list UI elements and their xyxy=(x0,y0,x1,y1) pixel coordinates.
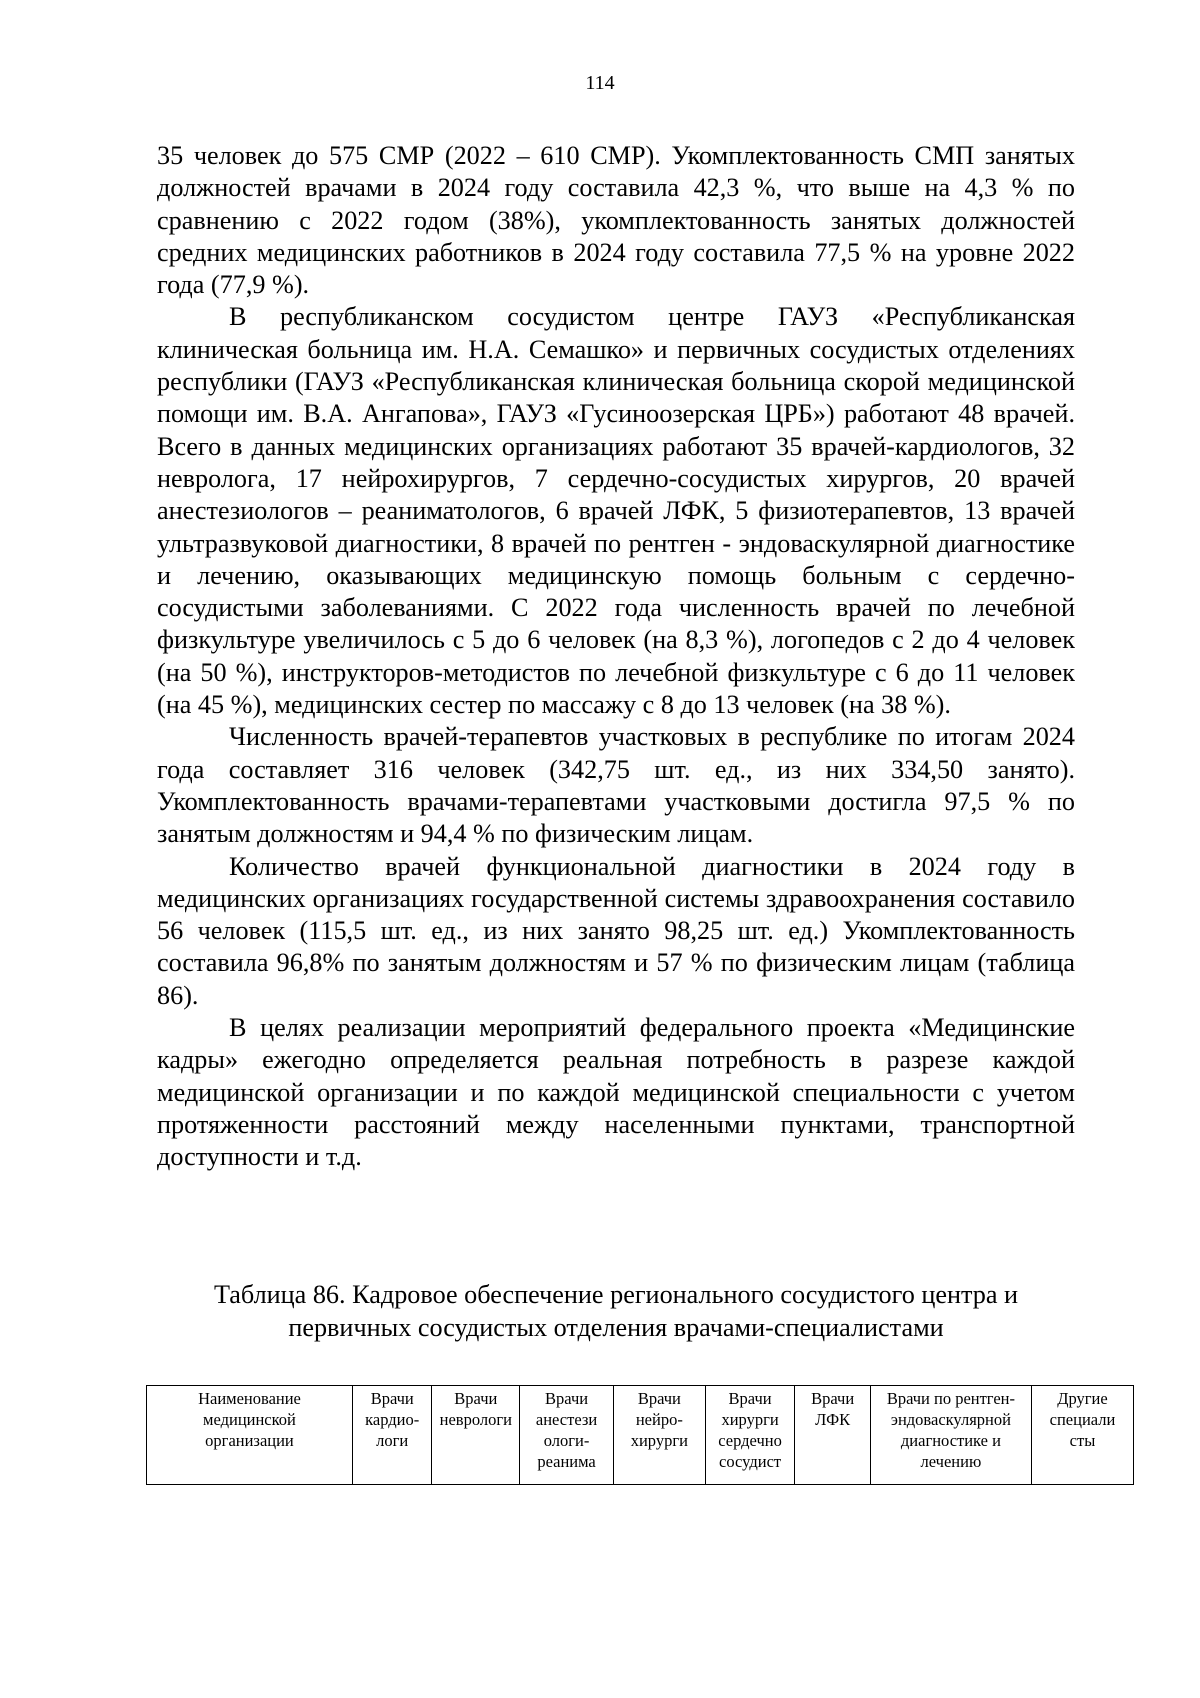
document-body xyxy=(157,140,1075,1174)
column-header-other-specialists xyxy=(1031,1386,1133,1485)
header-line: организации xyxy=(205,1431,294,1450)
header-line: хирурги xyxy=(630,1431,688,1450)
header-line: логи xyxy=(376,1431,409,1450)
staff-table xyxy=(146,1385,1134,1485)
paragraph: Численность врачей-терапевтов участковых в республике по итогам 2024 года составляет 316 человек (342,75 шт. ед., из них 334,50 занято). Укомплектованность врачами-терапевтами участковыми достигла 97,5 % по занятым должностям и 94,4 % по физическим лицам. xyxy=(157,722,1075,849)
column-header-cardiovascular-surgeons xyxy=(705,1386,795,1485)
header-line: диагностике и xyxy=(900,1431,1001,1450)
header-line: анестези xyxy=(535,1410,598,1429)
header-line: Наименование xyxy=(198,1389,301,1408)
header-line: сердечно xyxy=(718,1431,782,1450)
column-header-cardiologists xyxy=(352,1386,432,1485)
header-line: кардио- xyxy=(365,1410,420,1429)
header-line: нейро- xyxy=(635,1410,683,1429)
header-line: Врачи xyxy=(545,1389,589,1408)
paragraph: Количество врачей функциональной диагностики в 2024 году в медицинских организациях государственной системы здравоохранения составило 56 человек (115,5 шт. ед., из них занято 98,25 шт. ед.) Укомплектованность составила 96,8% по занятым должностям и 57 % по физическим лицам (таблица 86). xyxy=(157,851,1075,1010)
header-line: медицинской xyxy=(203,1410,296,1429)
column-header-endovascular xyxy=(870,1386,1031,1485)
header-line: сосудист xyxy=(719,1452,782,1471)
header-line: специали xyxy=(1049,1410,1116,1429)
header-line: Врачи xyxy=(370,1389,414,1408)
table-caption-line: первичных сосудистых отделения врачами-специалистами xyxy=(288,1313,944,1342)
header-line: хирурги xyxy=(721,1410,779,1429)
table-header-row xyxy=(147,1386,1134,1485)
column-header-organization xyxy=(147,1386,353,1485)
column-header-anesthesiologists xyxy=(520,1386,614,1485)
column-header-physical-therapy xyxy=(795,1386,870,1485)
header-line: Врачи xyxy=(637,1389,681,1408)
header-line: Врачи по рентген- xyxy=(886,1389,1016,1408)
table-caption xyxy=(157,1278,1075,1344)
header-line: ологи- xyxy=(543,1431,590,1450)
header-line: Врачи xyxy=(454,1389,498,1408)
column-header-neurologists xyxy=(432,1386,520,1485)
page-number: 114 xyxy=(585,72,615,94)
header-line: Врачи xyxy=(728,1389,772,1408)
column-header-neurosurgeons xyxy=(613,1386,705,1485)
header-line: лечению xyxy=(920,1452,982,1471)
paragraph: В целях реализации мероприятий федерального проекта «Медицинские кадры» ежегодно определяется реальная потребность в разрезе каждой медицинской организации и по каждой медицинской специальности с учетом протяженности расстояний между населенными пунктами, транспортной доступности и т.д. xyxy=(157,1013,1075,1172)
paragraph: 35 человек до 575 СМР (2022 – 610 СМР). Укомплектованность СМП занятых должностей врачами в 2024 году составила 42,3 %, что выше на 4,3 % по сравнению с 2022 годом (38%), укомплектованность занятых должностей средних медицинских работников в 2024 году составила 77,5 % на уровне 2022 года (77,9 %). xyxy=(157,141,1075,300)
header-line: ЛФК xyxy=(815,1410,851,1429)
paragraph: В республиканском сосудистом центре ГАУЗ «Республиканская клиническая больница им. Н.А. Семашко» и первичных сосудистых отделениях республики (ГАУЗ «Республиканская клиническая больница скорой медицинской помощи им. В.А. Ангапова», ГАУЗ «Гусиноозерская ЦРБ») работают 48 врачей. Всего в данных медицинских организациях работают 35 врачей-кардиологов, 32 невролога, 17 нейрохирургов, 7 сердечно-сосудистых хирургов, 20 врачей анестезиологов – реаниматологов, 6 врачей ЛФК, 5 физиотерапевтов, 13 врачей ультразвуковой диагностики, 8 врачей по рентген - эндоваскулярной диагностике и лечению, оказывающих медицинскую помощь больным с сердечно-сосудистыми заболеваниями. С 2022 года численность врачей по лечебной физкультуре увеличилось с 5 до 6 человек (на 8,3 %), логопедов с 2 до 4 человек (на 50 %), инструкторов-методистов по лечебной физкультуре с 6 до 11 человек (на 45 %), медицинских сестер по массажу с 8 до 13 человек (на 38 %). xyxy=(157,302,1075,720)
table-caption-line: Таблица 86. Кадровое обеспечение регионального сосудистого центра и xyxy=(213,1280,1019,1309)
header-line: сты xyxy=(1069,1431,1096,1450)
header-line: неврологи xyxy=(439,1410,512,1429)
header-line: реанима xyxy=(537,1452,596,1471)
header-line: Другие xyxy=(1057,1389,1108,1408)
header-line: эндоваскулярной xyxy=(890,1410,1011,1429)
header-line: Врачи xyxy=(811,1389,855,1408)
